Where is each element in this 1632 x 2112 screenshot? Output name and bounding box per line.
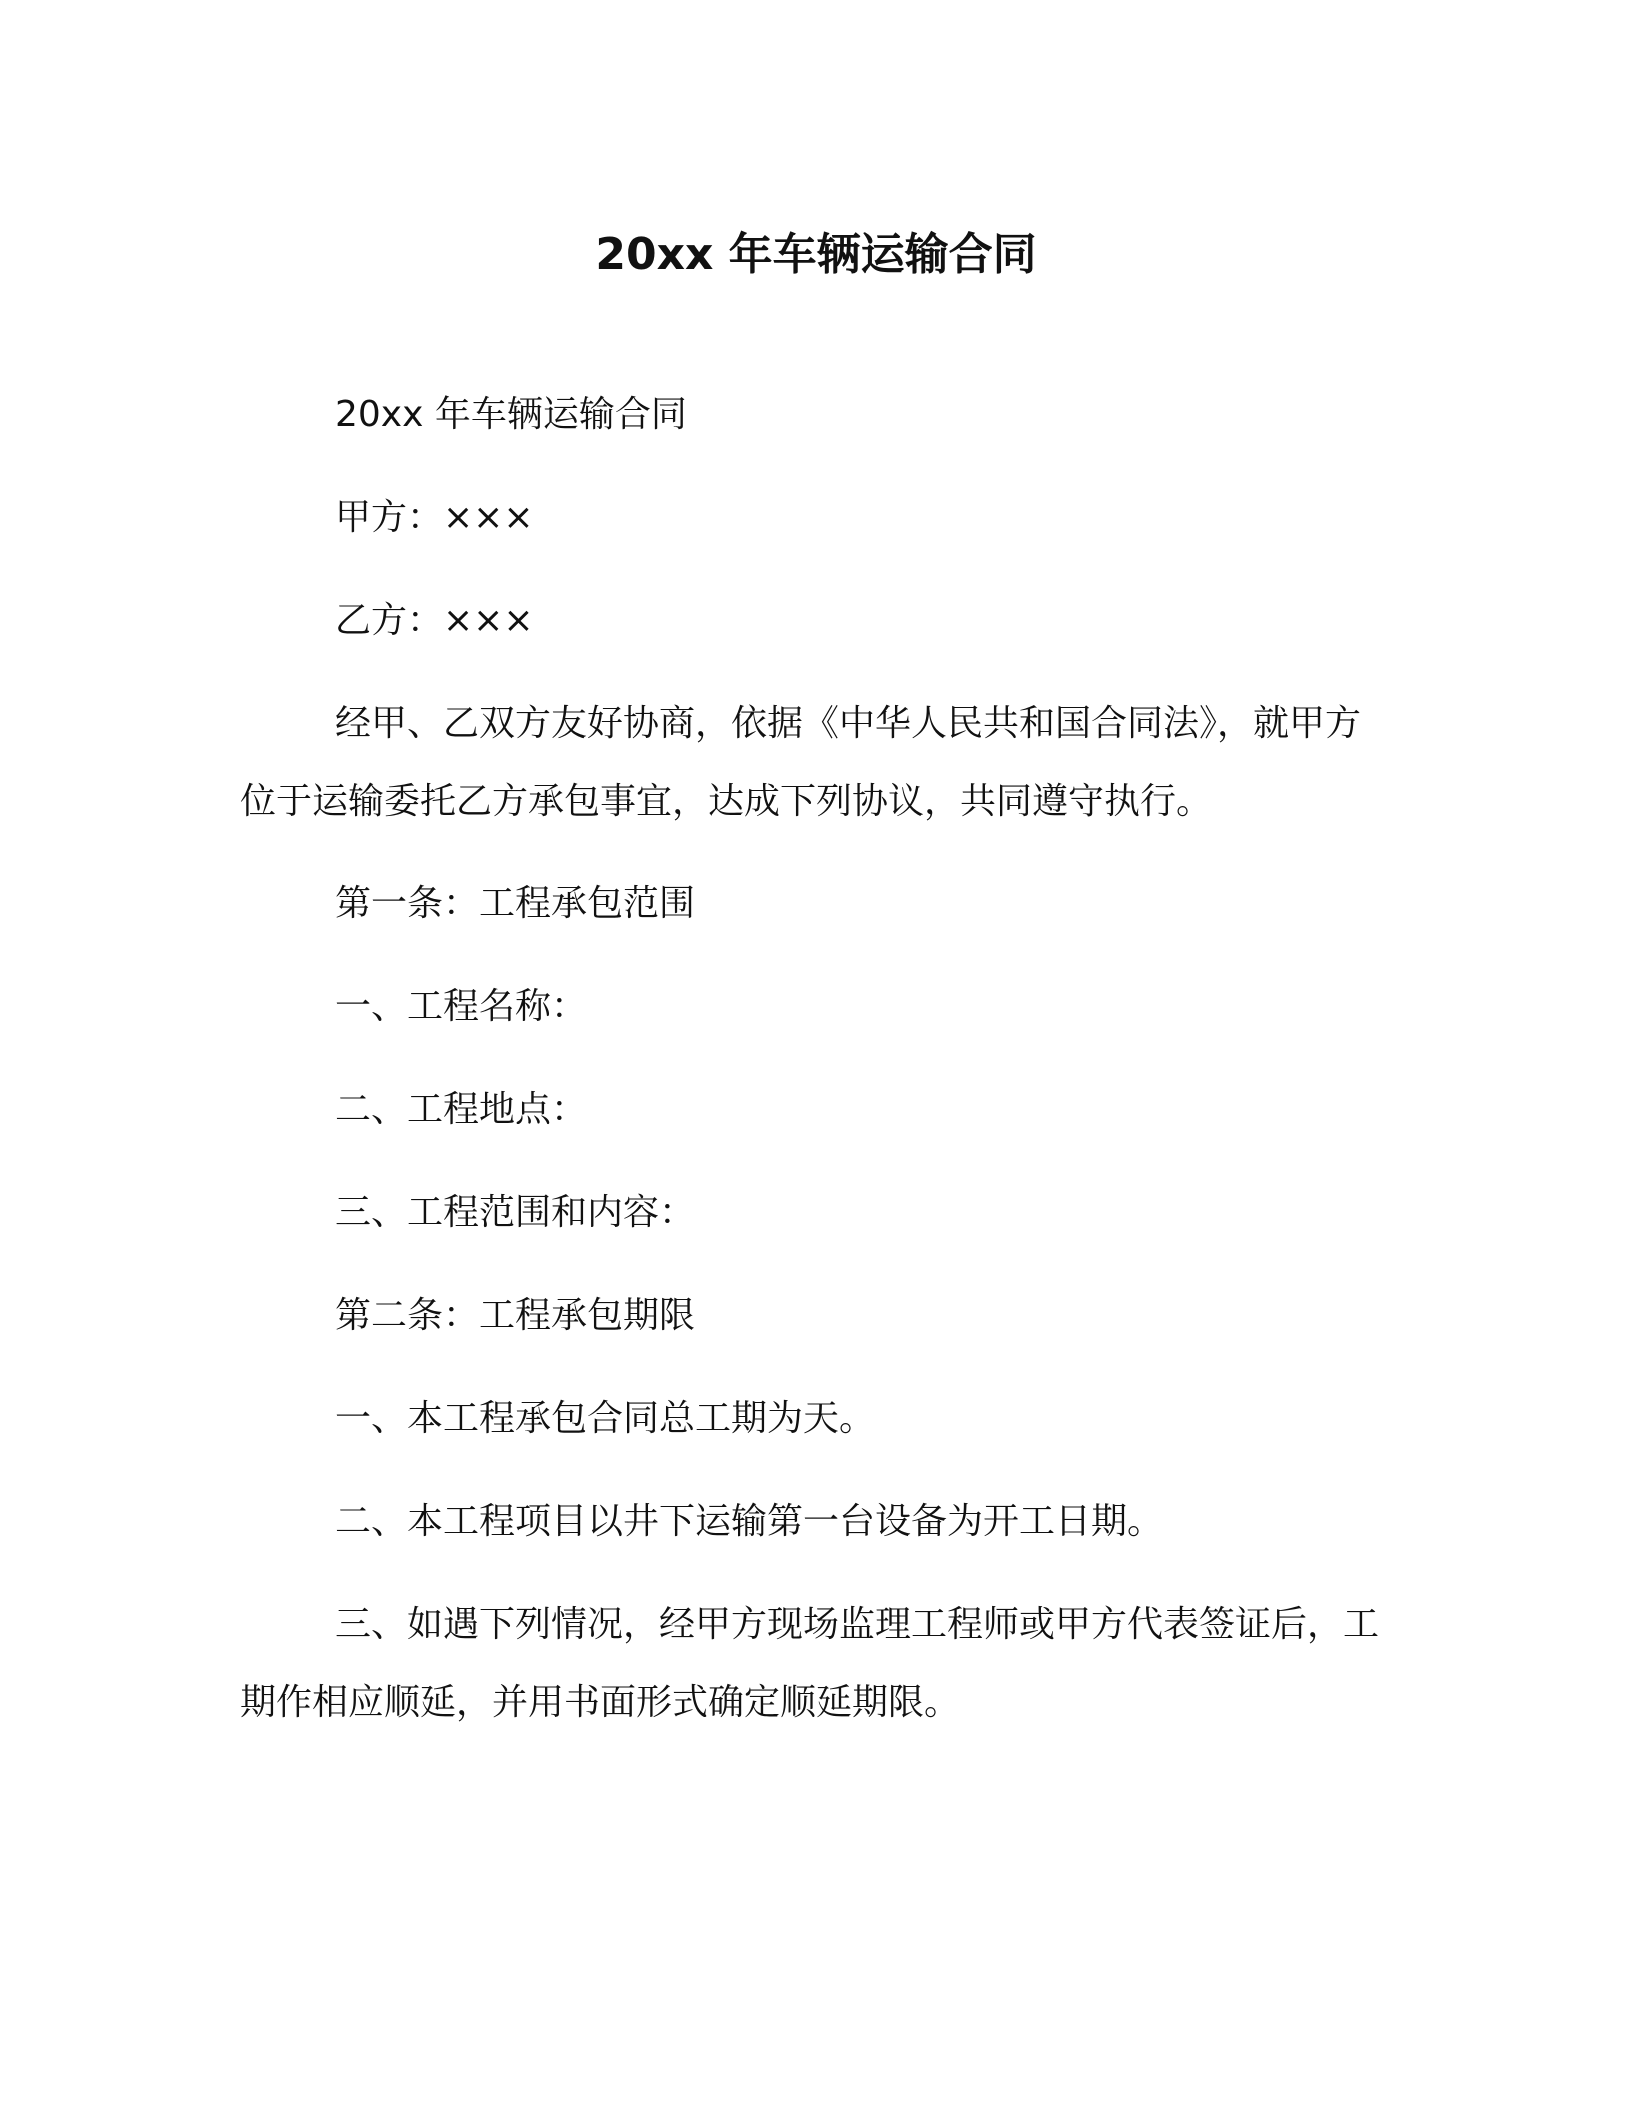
paragraph-extension: 三、如遇下列情况，经甲方现场监理工程师或甲方代表签证后，工期作相应顺延，并用书面形式确定顺延期限。 (240, 1604, 1380, 1723)
paragraph-start-date: 二、本工程项目以井下运输第一台设备为开工日期。 (335, 1501, 1164, 1542)
paragraph-party-a: 甲方：××× (335, 497, 534, 538)
document-title: 20xx 年车辆运输合同 (595, 229, 1037, 280)
paragraph-subtitle: 20xx 年车辆运输合同 (335, 394, 687, 435)
paragraph-party-b: 乙方：××× (335, 600, 534, 641)
paragraph-article-2-heading: 第二条：工程承包期限 (335, 1295, 696, 1336)
paragraph-article-1-heading: 第一条：工程承包范围 (335, 883, 696, 924)
paragraph-project-location: 二、工程地点： (335, 1089, 588, 1130)
paragraph-project-name: 一、工程名称： (335, 986, 588, 1027)
paragraph-project-scope: 三、工程范围和内容： (335, 1192, 696, 1233)
paragraph-preamble: 经甲、乙双方友好协商，依据《中华人民共和国合同法》，就甲方位于运输委托乙方承包事宜，达成下列协议，共同遵守执行。 (240, 703, 1362, 822)
document-body (240, 390, 1380, 1780)
paragraph-total-duration: 一、本工程承包合同总工期为天。 (335, 1398, 876, 1439)
